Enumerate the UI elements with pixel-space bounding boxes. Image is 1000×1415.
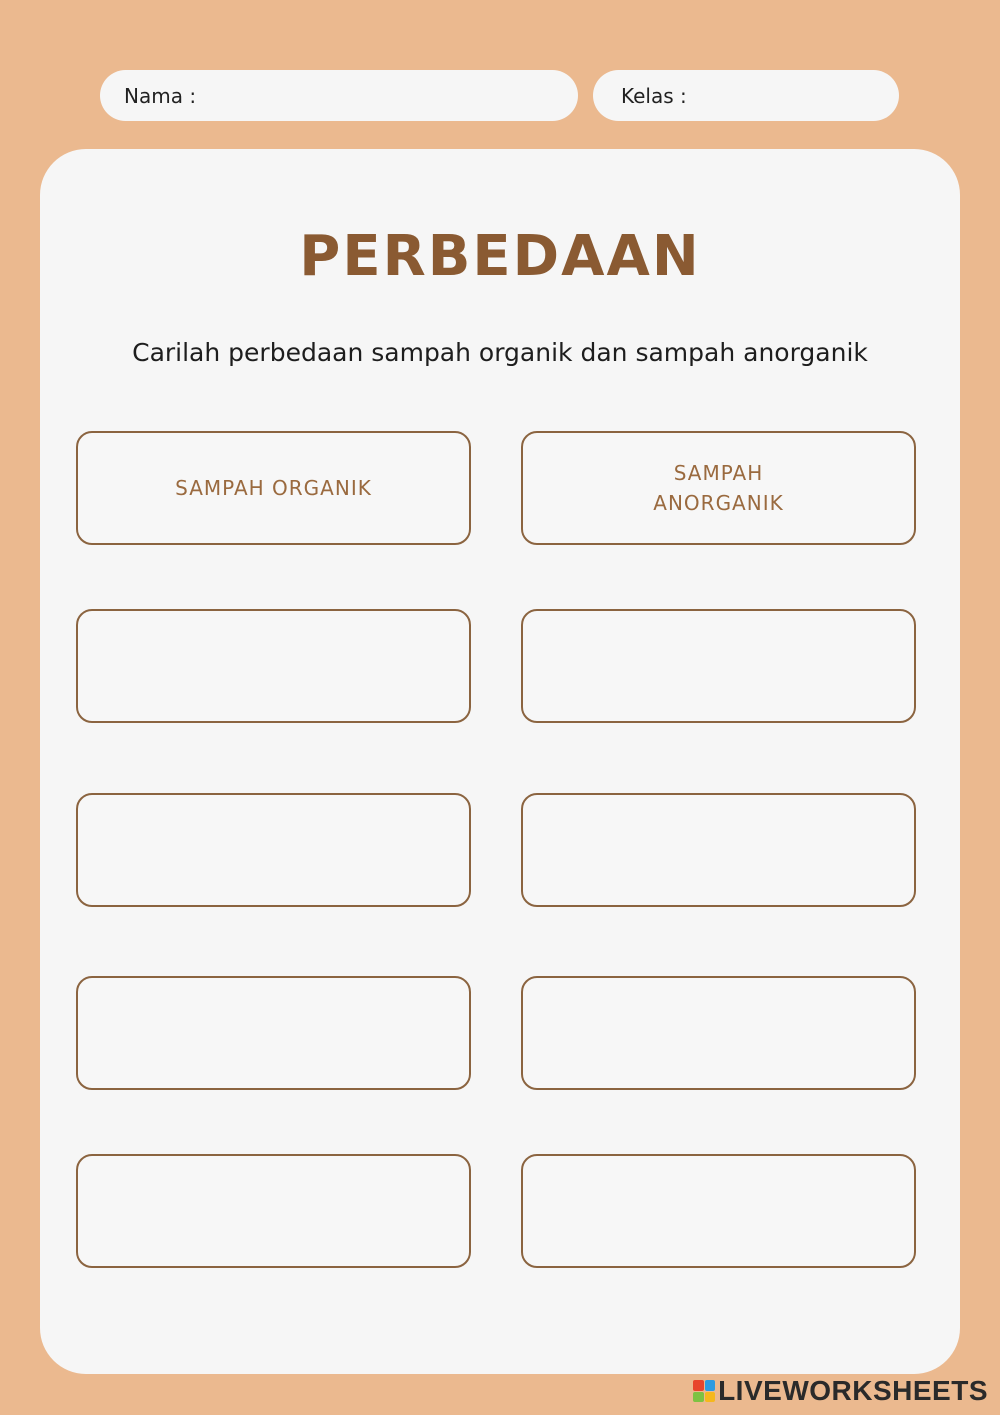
answer-input-inorganic-1[interactable] bbox=[523, 611, 914, 721]
logo-square-2 bbox=[705, 1380, 716, 1391]
class-input[interactable] bbox=[693, 69, 946, 122]
worksheet-instruction: Carilah perbedaan sampah organik dan sampah anorganik bbox=[132, 338, 868, 367]
answer-input-inorganic-2[interactable] bbox=[523, 795, 914, 905]
liveworksheets-brand[interactable] bbox=[693, 1375, 988, 1407]
liveworksheets-logo-icon bbox=[693, 1380, 715, 1402]
answer-box-organic-4 bbox=[76, 1154, 471, 1268]
answer-box-organic-1 bbox=[76, 609, 471, 723]
answer-input-organic-1[interactable] bbox=[78, 611, 469, 721]
answer-box-inorganic-2 bbox=[521, 793, 916, 907]
answer-box-organic-2 bbox=[76, 793, 471, 907]
logo-square-1 bbox=[693, 1380, 704, 1391]
answer-input-organic-4[interactable] bbox=[78, 1156, 469, 1266]
answer-box-inorganic-4 bbox=[521, 1154, 916, 1268]
answer-input-inorganic-4[interactable] bbox=[523, 1156, 914, 1266]
name-label: Nama : bbox=[124, 83, 197, 108]
class-label: Kelas : bbox=[621, 83, 687, 108]
answer-box-inorganic-1 bbox=[521, 609, 916, 723]
answer-input-inorganic-3[interactable] bbox=[523, 978, 914, 1088]
name-input[interactable] bbox=[202, 69, 578, 122]
name-field-container bbox=[100, 70, 578, 121]
answer-input-organic-3[interactable] bbox=[78, 978, 469, 1088]
logo-square-3 bbox=[693, 1392, 704, 1403]
heading-inorganic-line1: SAMPAH bbox=[673, 461, 764, 485]
heading-organic-box bbox=[76, 431, 471, 545]
heading-inorganic bbox=[653, 458, 783, 518]
logo-square-4 bbox=[705, 1392, 716, 1403]
heading-organic: SAMPAH ORGANIK bbox=[175, 476, 372, 500]
worksheet-title: PERBEDAAN bbox=[299, 224, 701, 289]
class-field-container bbox=[593, 70, 899, 121]
heading-inorganic-line2: ANORGANIK bbox=[653, 491, 784, 515]
brand-name: LIVEWORKSHEETS bbox=[718, 1375, 988, 1406]
answer-box-inorganic-3 bbox=[521, 976, 916, 1090]
answer-box-organic-3 bbox=[76, 976, 471, 1090]
heading-inorganic-box bbox=[521, 431, 916, 545]
answer-input-organic-2[interactable] bbox=[78, 795, 469, 905]
